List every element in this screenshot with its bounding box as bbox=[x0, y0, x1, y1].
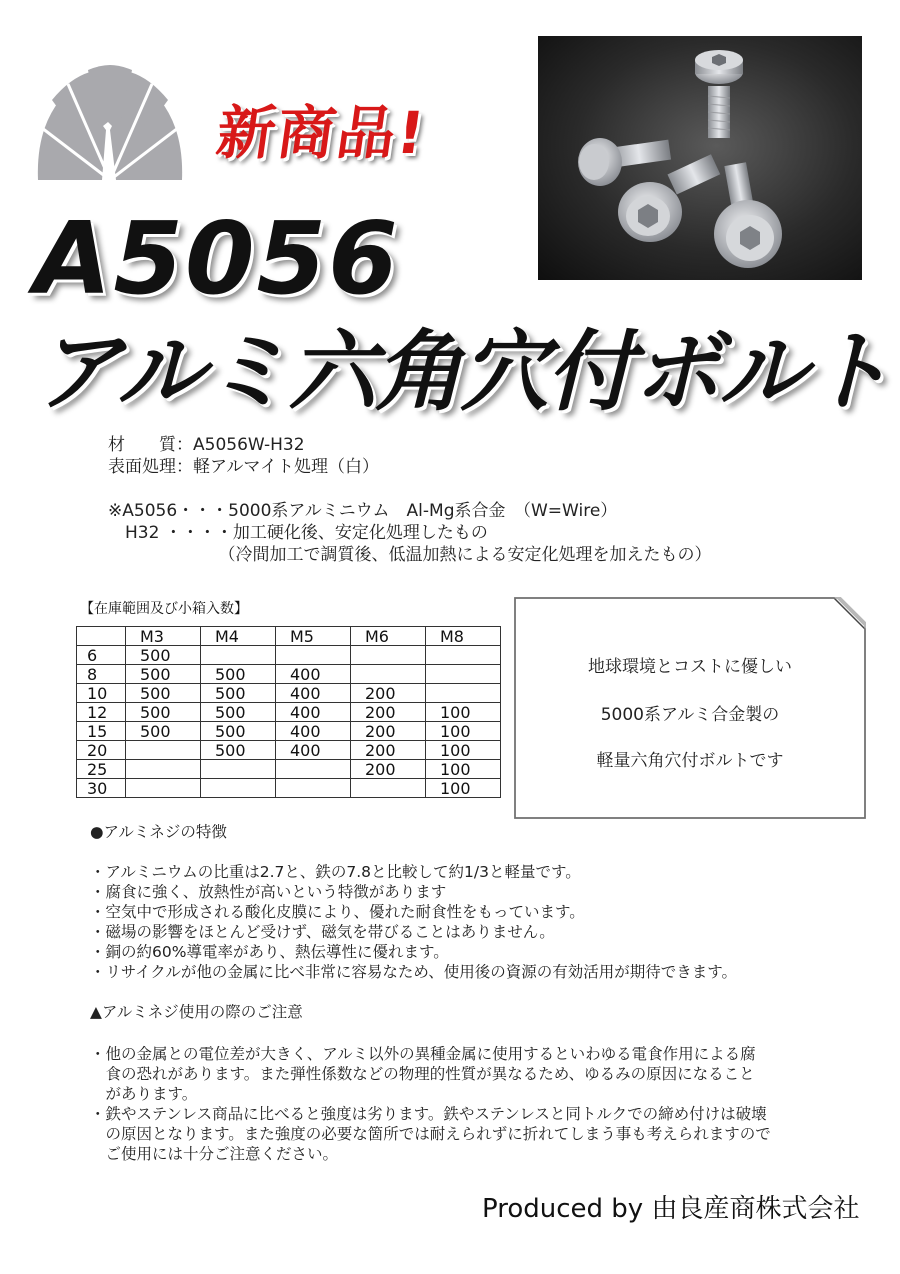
table-row bbox=[77, 779, 501, 798]
new-product-badge: 新商品! bbox=[212, 99, 431, 167]
quantity-cell bbox=[201, 646, 276, 665]
column-header bbox=[77, 627, 126, 646]
length-cell: 15 bbox=[77, 722, 126, 741]
quantity-cell: 100 bbox=[426, 703, 501, 722]
feature-item: ・空気中で形成される酸化皮膜により、優れた耐食性をもっています。 bbox=[90, 903, 585, 921]
quantity-cell: 500 bbox=[126, 646, 201, 665]
table-row bbox=[77, 703, 501, 722]
column-header: M8 bbox=[426, 627, 501, 646]
column-header: M3 bbox=[126, 627, 201, 646]
quantity-cell bbox=[351, 665, 426, 684]
spec-note-h32: H32 ・・・・加工硬化後、安定化処理したもの bbox=[108, 523, 488, 543]
quantity-cell: 500 bbox=[201, 703, 276, 722]
quantity-cell: 500 bbox=[126, 684, 201, 703]
producer-credit: Produced by 由良産商株式会社 bbox=[482, 1194, 860, 1224]
table-header-row bbox=[77, 627, 501, 646]
quantity-cell bbox=[126, 760, 201, 779]
callout-line2: 5000系アルミ合金製の bbox=[600, 705, 780, 725]
length-cell: 20 bbox=[77, 741, 126, 760]
length-cell: 8 bbox=[77, 665, 126, 684]
quantity-cell: 500 bbox=[201, 722, 276, 741]
table-row bbox=[77, 741, 501, 760]
product-photo bbox=[538, 36, 862, 280]
spec-surface: 表面処理：軽アルマイト処理（白） bbox=[108, 457, 379, 477]
feature-item: ・銅の約60%導電率があり、熱伝導性に優れます。 bbox=[90, 943, 449, 961]
callout-line1: 地球環境とコストに優しい bbox=[588, 657, 792, 677]
length-cell: 10 bbox=[77, 684, 126, 703]
quantity-cell: 400 bbox=[276, 684, 351, 703]
feature-item: ・リサイクルが他の金属に比べ非常に容易なため、使用後の資源の有効活用が期待できます。 bbox=[90, 963, 737, 981]
quantity-cell: 500 bbox=[126, 665, 201, 684]
column-header: M4 bbox=[201, 627, 276, 646]
quantity-cell bbox=[351, 646, 426, 665]
spec-material: 材 質：A5056W-H32 bbox=[108, 435, 305, 455]
quantity-cell bbox=[126, 779, 201, 798]
quantity-cell: 500 bbox=[201, 665, 276, 684]
spec-note-h32-detail: （冷間加工で調質後、低温加熱による安定化処理を加えたもの） bbox=[108, 545, 712, 565]
table-row bbox=[77, 665, 501, 684]
quantity-cell bbox=[201, 760, 276, 779]
caution-line: の原因となります。また強度の必要な箇所では耐えられずに折れてしまう事も考えられますので bbox=[90, 1125, 771, 1143]
caution-line: ご使用には十分ご注意ください。 bbox=[90, 1145, 339, 1163]
quantity-cell: 400 bbox=[276, 722, 351, 741]
quantity-cell: 200 bbox=[351, 703, 426, 722]
quantity-cell bbox=[276, 646, 351, 665]
quantity-cell: 200 bbox=[351, 684, 426, 703]
quantity-cell: 200 bbox=[351, 722, 426, 741]
quantity-cell bbox=[276, 779, 351, 798]
table-row bbox=[77, 684, 501, 703]
feature-item: ・アルミニウムの比重は2.7と、鉄の7.8と比較して約1/3と軽量です。 bbox=[90, 863, 581, 881]
length-cell: 6 bbox=[77, 646, 126, 665]
length-cell: 30 bbox=[77, 779, 126, 798]
quantity-cell bbox=[126, 741, 201, 760]
caution-line: ・鉄やステンレス商品に比べると強度は劣ります。鉄やステンレスと同トルクでの締め付けは破壊 bbox=[90, 1105, 767, 1123]
quantity-cell bbox=[351, 779, 426, 798]
product-code-title: A5056 bbox=[34, 200, 400, 317]
quantity-cell bbox=[276, 760, 351, 779]
caution-line: 食の恐れがあります。また弾性係数などの物理的性質が異なるため、ゆるみの原因になること bbox=[90, 1065, 755, 1083]
cautions-heading: ▲アルミネジ使用の際のご注意 bbox=[90, 1003, 303, 1021]
quantity-cell: 400 bbox=[276, 741, 351, 760]
length-cell: 25 bbox=[77, 760, 126, 779]
table-row bbox=[77, 646, 501, 665]
quantity-cell: 100 bbox=[426, 779, 501, 798]
quantity-cell: 500 bbox=[201, 684, 276, 703]
callout-line3: 軽量六角穴付ボルトです bbox=[596, 751, 784, 771]
features-list bbox=[90, 862, 737, 982]
quantity-cell: 400 bbox=[276, 703, 351, 722]
caution-line: ・他の金属との電位差が大きく、アルミ以外の異種金属に使用するといわゆる電食作用による腐 bbox=[90, 1045, 756, 1063]
quantity-cell: 200 bbox=[351, 760, 426, 779]
quantity-cell bbox=[426, 684, 501, 703]
quantity-cell: 500 bbox=[126, 722, 201, 741]
caution-line: があります。 bbox=[90, 1085, 198, 1103]
spec-note-a5056: ※A5056・・・5000系アルミニウム Al-Mg系合金 （W=Wire） bbox=[108, 501, 618, 521]
quantity-cell: 100 bbox=[426, 760, 501, 779]
quantity-cell: 100 bbox=[426, 741, 501, 760]
company-logo-icon bbox=[30, 60, 190, 185]
quantity-cell bbox=[201, 779, 276, 798]
table-row bbox=[77, 722, 501, 741]
feature-item: ・磁場の影響をほとんど受けず、磁気を帯びることはありません。 bbox=[90, 923, 555, 941]
stock-table bbox=[76, 626, 501, 798]
product-name-title: アルミ六角穴付ボルト bbox=[34, 320, 891, 423]
quantity-cell bbox=[426, 665, 501, 684]
column-header: M5 bbox=[276, 627, 351, 646]
quantity-cell: 200 bbox=[351, 741, 426, 760]
quantity-cell: 400 bbox=[276, 665, 351, 684]
stock-table-caption: 【在庫範囲及び小箱入数】 bbox=[80, 601, 248, 617]
features-heading: ●アルミネジの特徴 bbox=[90, 823, 227, 841]
feature-item: ・腐食に強く、放熱性が高いという特徴があります bbox=[90, 883, 447, 901]
length-cell: 12 bbox=[77, 703, 126, 722]
quantity-cell: 100 bbox=[426, 722, 501, 741]
quantity-cell bbox=[426, 646, 501, 665]
quantity-cell: 500 bbox=[126, 703, 201, 722]
column-header: M6 bbox=[351, 627, 426, 646]
table-row bbox=[77, 760, 501, 779]
quantity-cell: 500 bbox=[201, 741, 276, 760]
cautions-list bbox=[90, 1044, 771, 1164]
